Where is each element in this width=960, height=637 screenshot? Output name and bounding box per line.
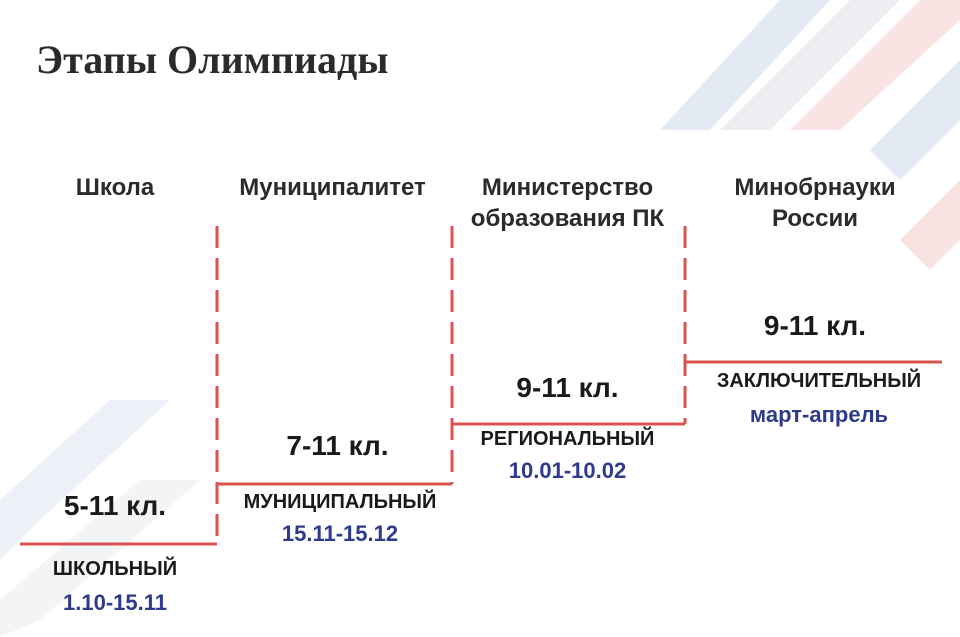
org-municipality: Муниципалитет xyxy=(239,174,426,201)
stage-final: ЗАКЛЮЧИТЕЛЬНЫЙ xyxy=(716,370,922,392)
grades-school: 5-11 кл. xyxy=(63,490,167,521)
org-ministry-line1: Министерство xyxy=(481,174,654,201)
dates-final: март-апрель xyxy=(749,402,889,427)
org-ministry-line2: образования ПК xyxy=(470,205,665,232)
grades-regional: 9-11 кл. xyxy=(516,372,619,403)
stage-regional: РЕГИОНАЛЬНЫЙ xyxy=(480,428,655,450)
dates-municipal: 15.11-15.12 xyxy=(281,521,399,546)
dates-regional: 10.01-10.02 xyxy=(508,458,627,483)
org-minobrnauki-line2: России xyxy=(772,205,858,232)
org-minobrnauki-line1: Минобрнауки xyxy=(734,174,896,201)
page-title: Этапы Олимпиады xyxy=(36,37,389,82)
grades-final: 9-11 кл. xyxy=(763,310,867,341)
org-school: Школа xyxy=(75,174,155,201)
stage-municipal: МУНИЦИПАЛЬНЫЙ xyxy=(243,491,437,513)
stage-school: ШКОЛЬНЫЙ xyxy=(52,558,178,580)
grades-municipal: 7-11 кл. xyxy=(286,430,389,461)
dates-school: 1.10-15.11 xyxy=(63,590,167,615)
